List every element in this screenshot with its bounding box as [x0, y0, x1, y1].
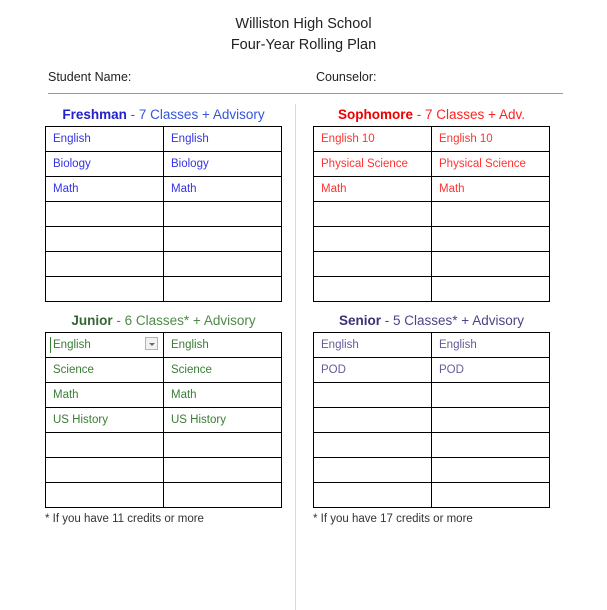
table-row — [314, 408, 550, 433]
plan-cell-freshman-4-0[interactable] — [46, 227, 164, 252]
plan-cell-sophomore-3-1[interactable] — [432, 202, 550, 227]
plan-cell-senior-4-1[interactable] — [432, 433, 550, 458]
plan-cell-sophomore-0-0[interactable]: English 10 — [314, 127, 432, 152]
table-row — [314, 333, 550, 358]
plan-cell-sophomore-1-0[interactable]: Physical Science — [314, 152, 432, 177]
plan-cell-junior-3-1[interactable]: US History — [164, 408, 282, 433]
table-row — [46, 383, 282, 408]
plan-cell-junior-5-0[interactable] — [46, 458, 164, 483]
year-name-junior: Junior — [71, 313, 113, 329]
plan-cell-senior-1-0[interactable]: POD — [314, 358, 432, 383]
table-row — [46, 277, 282, 302]
year-detail-freshman: - 7 Classes + Advisory — [126, 107, 265, 123]
table-row — [46, 458, 282, 483]
table-row — [46, 227, 282, 252]
page-title — [0, 0, 607, 56]
year-heading-senior — [313, 313, 550, 328]
chevron-down-icon[interactable] — [145, 337, 158, 350]
year-heading-junior — [45, 313, 282, 328]
table-row — [314, 483, 550, 508]
table-row — [46, 202, 282, 227]
text-caret — [50, 337, 51, 353]
plan-cell-freshman-3-1[interactable] — [164, 202, 282, 227]
plan-table-senior — [313, 332, 550, 508]
plan-cell-sophomore-6-1[interactable] — [432, 277, 550, 302]
table-row — [314, 358, 550, 383]
plan-cell-freshman-6-1[interactable] — [164, 277, 282, 302]
table-row — [314, 277, 550, 302]
student-name-label: Student Name: — [48, 70, 132, 85]
plan-table-junior — [45, 332, 282, 508]
plan-cell-junior-0-0[interactable]: English — [46, 333, 164, 358]
table-row — [46, 177, 282, 202]
table-row — [314, 177, 550, 202]
table-row — [46, 252, 282, 277]
plan-cell-junior-1-0[interactable]: Science — [46, 358, 164, 383]
table-row — [46, 483, 282, 508]
student-name-field[interactable] — [48, 70, 316, 84]
plan-cell-freshman-6-0[interactable] — [46, 277, 164, 302]
table-row — [314, 202, 550, 227]
plan-cell-junior-5-1[interactable] — [164, 458, 282, 483]
year-heading-sophomore — [313, 107, 550, 122]
plan-cell-sophomore-2-0[interactable]: Math — [314, 177, 432, 202]
table-row — [46, 333, 282, 358]
plan-cell-junior-6-1[interactable] — [164, 483, 282, 508]
plan-cell-freshman-1-1[interactable]: Biology — [164, 152, 282, 177]
table-row — [314, 252, 550, 277]
plan-cell-freshman-0-1[interactable]: English — [164, 127, 282, 152]
counselor-label: Counselor: — [316, 70, 377, 85]
title-line-school: Williston High School — [235, 16, 372, 32]
plan-cell-sophomore-0-1[interactable]: English 10 — [432, 127, 550, 152]
year-block-freshman — [45, 107, 282, 302]
plan-cell-senior-6-0[interactable] — [314, 483, 432, 508]
plan-cell-freshman-2-0[interactable]: Math — [46, 177, 164, 202]
plan-table-sophomore — [313, 126, 550, 302]
plan-cell-freshman-3-0[interactable] — [46, 202, 164, 227]
plan-cell-junior-2-1[interactable]: Math — [164, 383, 282, 408]
column-divider — [295, 104, 296, 610]
year-detail-senior: - 5 Classes* + Advisory — [381, 313, 524, 329]
plan-cell-senior-2-1[interactable] — [432, 383, 550, 408]
table-row — [314, 152, 550, 177]
plan-cell-senior-4-0[interactable] — [314, 433, 432, 458]
plan-cell-sophomore-4-1[interactable] — [432, 227, 550, 252]
plan-cell-junior-2-0[interactable]: Math — [46, 383, 164, 408]
plan-cell-senior-0-0[interactable]: English — [314, 333, 432, 358]
table-row — [46, 433, 282, 458]
year-block-junior — [45, 313, 282, 508]
plan-cell-senior-3-0[interactable] — [314, 408, 432, 433]
plan-cell-freshman-5-1[interactable] — [164, 252, 282, 277]
plan-cell-senior-3-1[interactable] — [432, 408, 550, 433]
table-row — [46, 358, 282, 383]
plan-cell-junior-1-1[interactable]: Science — [164, 358, 282, 383]
footnotes-row — [0, 513, 607, 525]
table-row — [314, 433, 550, 458]
footnote-junior: * If you have 11 credits or more — [45, 513, 204, 526]
year-detail-sophomore: - 7 Classes + Adv. — [413, 107, 525, 123]
title-line-plan: Four-Year Rolling Plan — [230, 37, 377, 54]
plan-cell-sophomore-3-0[interactable] — [314, 202, 432, 227]
plan-cell-junior-4-1[interactable] — [164, 433, 282, 458]
table-row — [46, 152, 282, 177]
plan-cell-sophomore-5-1[interactable] — [432, 252, 550, 277]
plan-cell-freshman-1-0[interactable]: Biology — [46, 152, 164, 177]
table-row — [314, 127, 550, 152]
header-divider-rule — [48, 93, 563, 94]
header-fields — [0, 70, 607, 84]
table-row — [314, 227, 550, 252]
year-detail-junior: - 6 Classes* + Advisory — [112, 313, 256, 329]
table-row — [314, 458, 550, 483]
plan-table-freshman — [45, 126, 282, 302]
year-name-sophomore: Sophomore — [338, 107, 414, 123]
plan-cell-senior-2-0[interactable] — [314, 383, 432, 408]
counselor-field[interactable] — [316, 70, 376, 84]
plan-cell-junior-0-1[interactable]: English — [164, 333, 282, 358]
footnote-senior: * If you have 17 credits or more — [313, 513, 473, 526]
plan-cell-senior-0-1[interactable]: English — [432, 333, 550, 358]
plan-cell-senior-1-1[interactable]: POD — [432, 358, 550, 383]
plan-cell-freshman-4-1[interactable] — [164, 227, 282, 252]
plan-cell-sophomore-6-0[interactable] — [314, 277, 432, 302]
plan-cell-sophomore-2-1[interactable]: Math — [432, 177, 550, 202]
table-row — [46, 127, 282, 152]
year-name-senior: Senior — [339, 313, 382, 329]
table-row — [46, 408, 282, 433]
plan-cell-junior-6-0[interactable] — [46, 483, 164, 508]
plan-cell-sophomore-4-0[interactable] — [314, 227, 432, 252]
plan-cell-junior-4-0[interactable] — [46, 433, 164, 458]
plan-cell-junior-3-0[interactable]: US History — [46, 408, 164, 433]
plan-cell-sophomore-5-0[interactable] — [314, 252, 432, 277]
plan-cell-senior-5-0[interactable] — [314, 458, 432, 483]
plan-cell-freshman-0-0[interactable]: English — [46, 127, 164, 152]
year-block-senior — [313, 313, 550, 508]
plan-cell-senior-5-1[interactable] — [432, 458, 550, 483]
table-row — [314, 383, 550, 408]
plan-cell-senior-6-1[interactable] — [432, 483, 550, 508]
plan-cell-freshman-2-1[interactable]: Math — [164, 177, 282, 202]
year-grid — [0, 107, 607, 508]
year-heading-freshman — [45, 107, 282, 122]
plan-cell-freshman-5-0[interactable] — [46, 252, 164, 277]
plan-cell-sophomore-1-1[interactable]: Physical Science — [432, 152, 550, 177]
year-name-freshman: Freshman — [62, 107, 127, 123]
year-block-sophomore — [313, 107, 550, 302]
